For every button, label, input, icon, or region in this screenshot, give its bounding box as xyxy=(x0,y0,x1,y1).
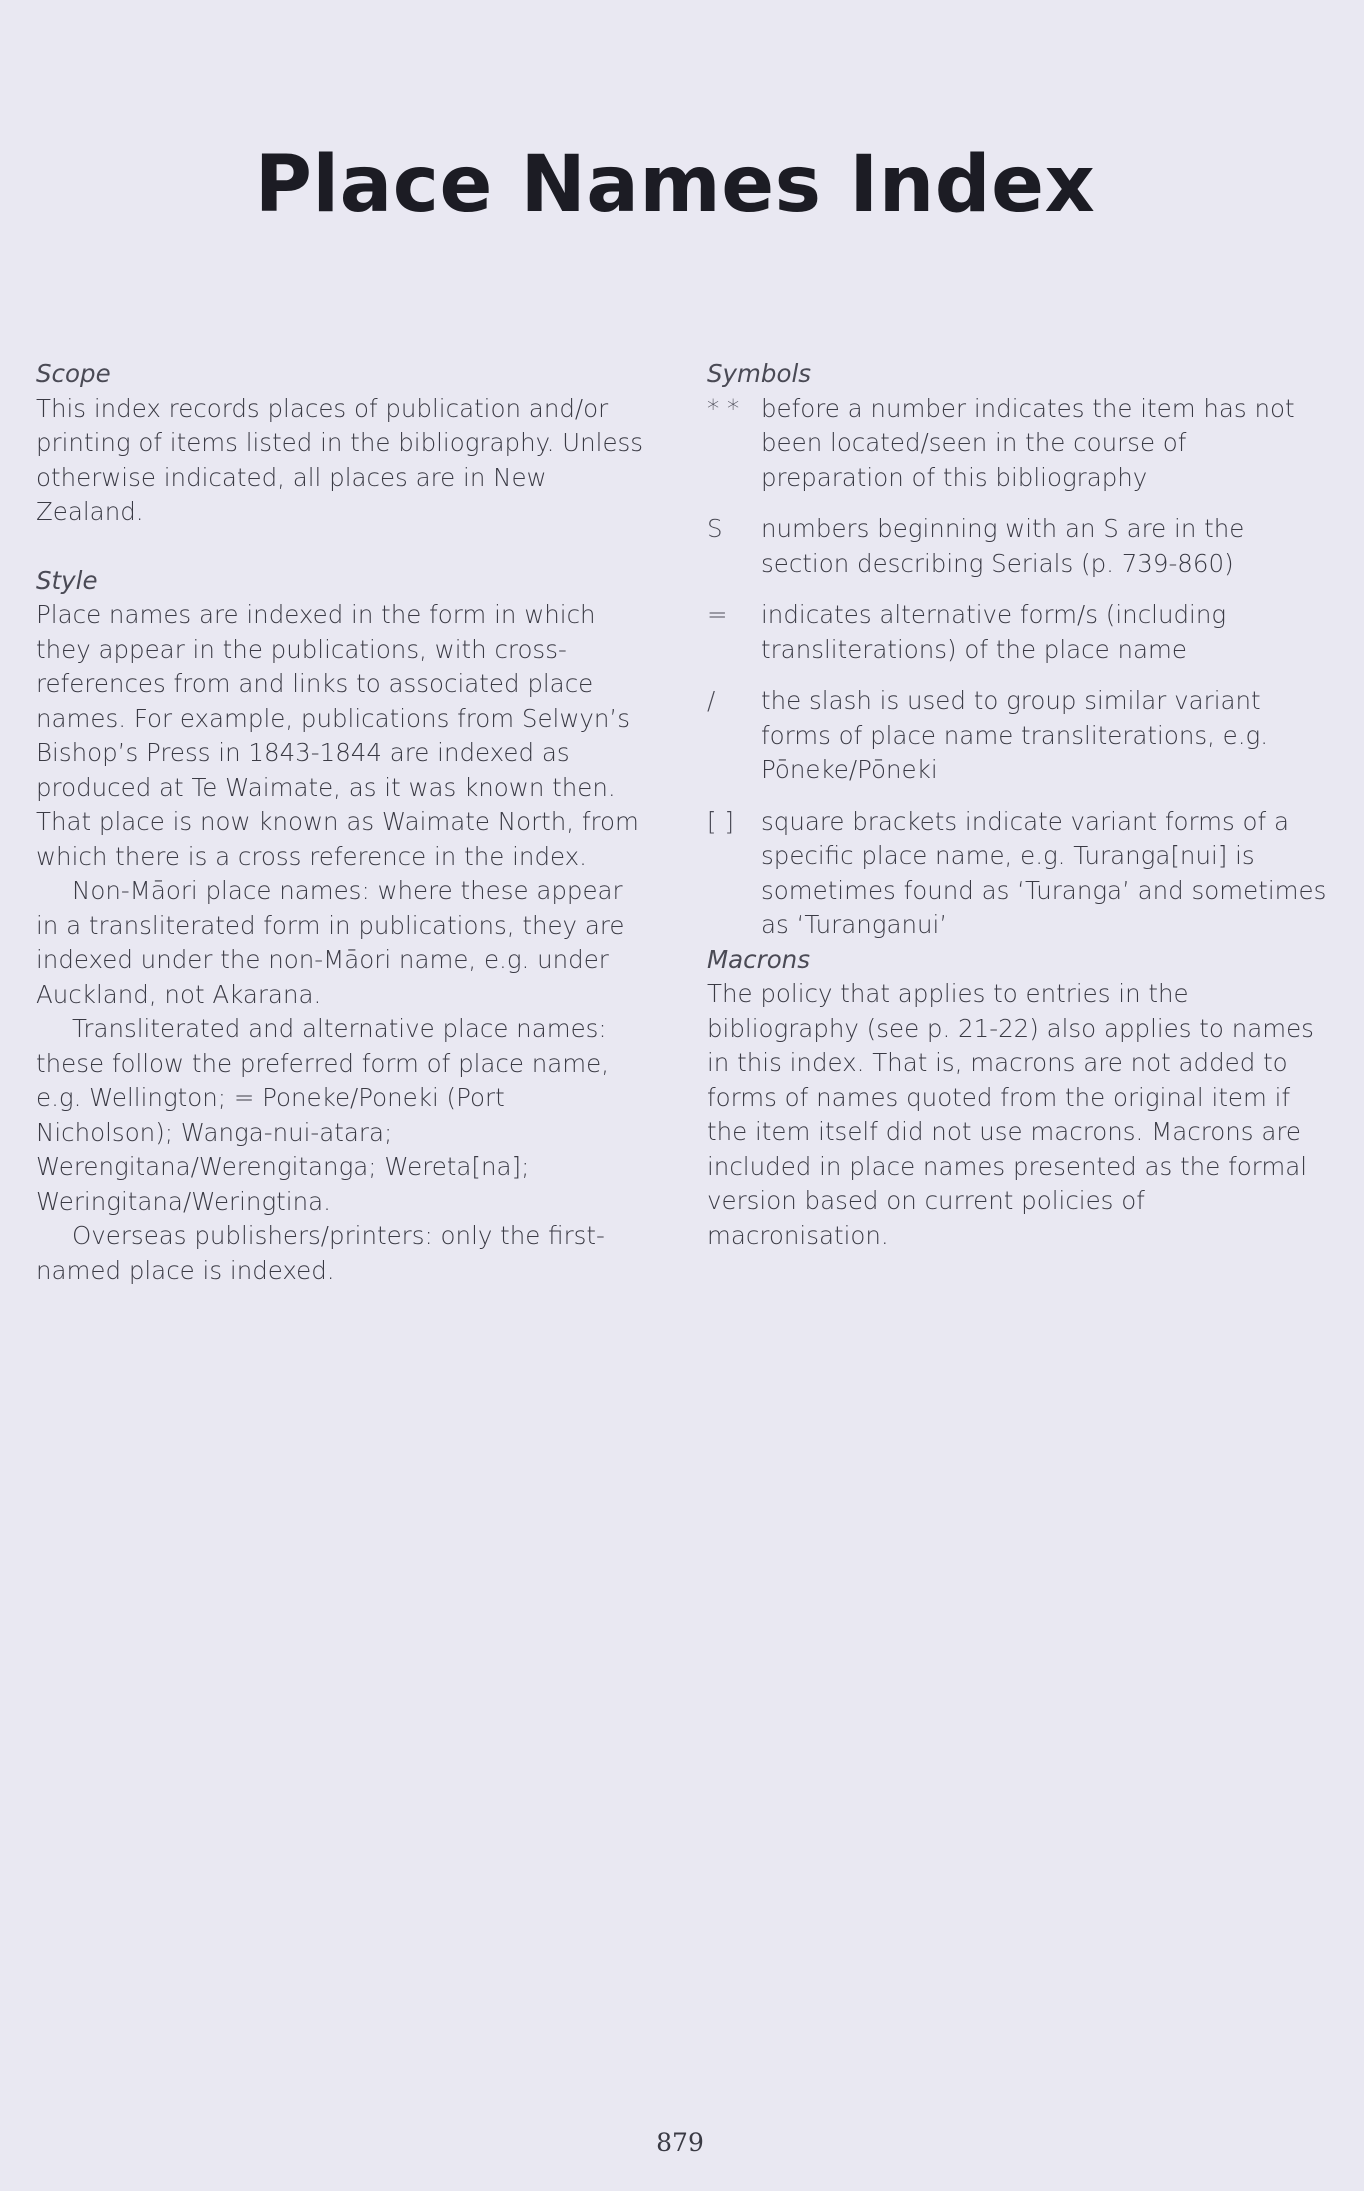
style-heading: Style xyxy=(36,565,98,595)
symbol-glyph: = xyxy=(707,600,728,629)
symbol-description: before a number indicates the item has not been located/seen in the course of preparation of this bibliography xyxy=(761,393,1295,492)
scope-section xyxy=(36,357,646,530)
macrons-heading: Macrons xyxy=(707,944,810,974)
style-section xyxy=(36,564,646,1289)
symbol-description: numbers beginning with an S are in the section describing Serials (p. 739-860) xyxy=(761,514,1245,578)
symbol-glyph: [ ] xyxy=(707,806,734,836)
macrons-section xyxy=(707,943,1327,1254)
symbol-glyph: / xyxy=(707,686,716,715)
right-column xyxy=(707,357,1327,1253)
page-number: 879 xyxy=(656,2128,704,2157)
page-title: Place Names Index xyxy=(254,140,1096,230)
style-paragraph: Transliterated and alternative place names: these follow the preferred form of place name, e.g. Wellington; = Poneke/Poneki (Port Nicholson); Wanga-nui-atara; Werengitana/Werengitanga; Wereta[na]; Weringitana/Weringtina. xyxy=(36,1014,610,1216)
symbol-row xyxy=(707,684,1327,788)
symbol-row xyxy=(707,598,1327,667)
symbols-section xyxy=(707,357,1327,943)
symbol-row xyxy=(707,805,1327,943)
symbol-description: indicates alternative form/s (including transliterations) of the place name xyxy=(761,600,1227,664)
symbol-glyph: * * xyxy=(707,393,740,423)
symbol-description: square brackets indicate variant forms of a specific place name, e.g. Turanga[nui] is sometimes found as ‘Turanga’ and sometimes as ‘Turanganui’ xyxy=(761,806,1327,939)
left-column xyxy=(36,357,646,1288)
macrons-text: The policy that applies to entries in the bibliography (see p. 21-22) also applies to names in this index. That is, macrons are not added to forms of names quoted from the original item if the item itself did not use macrons. Macrons are included in place names presented as the formal version based on current policies of macronisation. xyxy=(707,979,1314,1250)
symbol-glyph: S xyxy=(707,514,723,543)
style-paragraph: Non-Māori place names: where these appear in a transliterated form in publications, they are indexed under the non-Māori name, e.g. under Auckland, not Akarana. xyxy=(36,876,625,1009)
symbol-description: the slash is used to group similar variant forms of place name transliterations, e.g. Pōneke/Pōneki xyxy=(761,686,1269,784)
style-paragraph: Overseas publishers/printers: only the first-named place is indexed. xyxy=(36,1221,605,1285)
style-paragraph: Place names are indexed in the form in which they appear in the publications, with cross-references from and links to associated place names. For example, publications from Selwyn’s Bishop’s Press in 1843-1844 are indexed as produced at Te Waimate, as it was known then. That place is now known as Waimate North, from which there is a cross reference in the index. xyxy=(36,600,639,871)
scope-heading: Scope xyxy=(36,359,111,388)
symbols-heading: Symbols xyxy=(707,359,812,388)
symbol-row xyxy=(707,392,1327,496)
scope-text: This index records places of publication and/or printing of items listed in the bibliography. Unless otherwise indicated, all places are in New Zealand. xyxy=(36,393,644,526)
symbol-row xyxy=(707,512,1327,581)
